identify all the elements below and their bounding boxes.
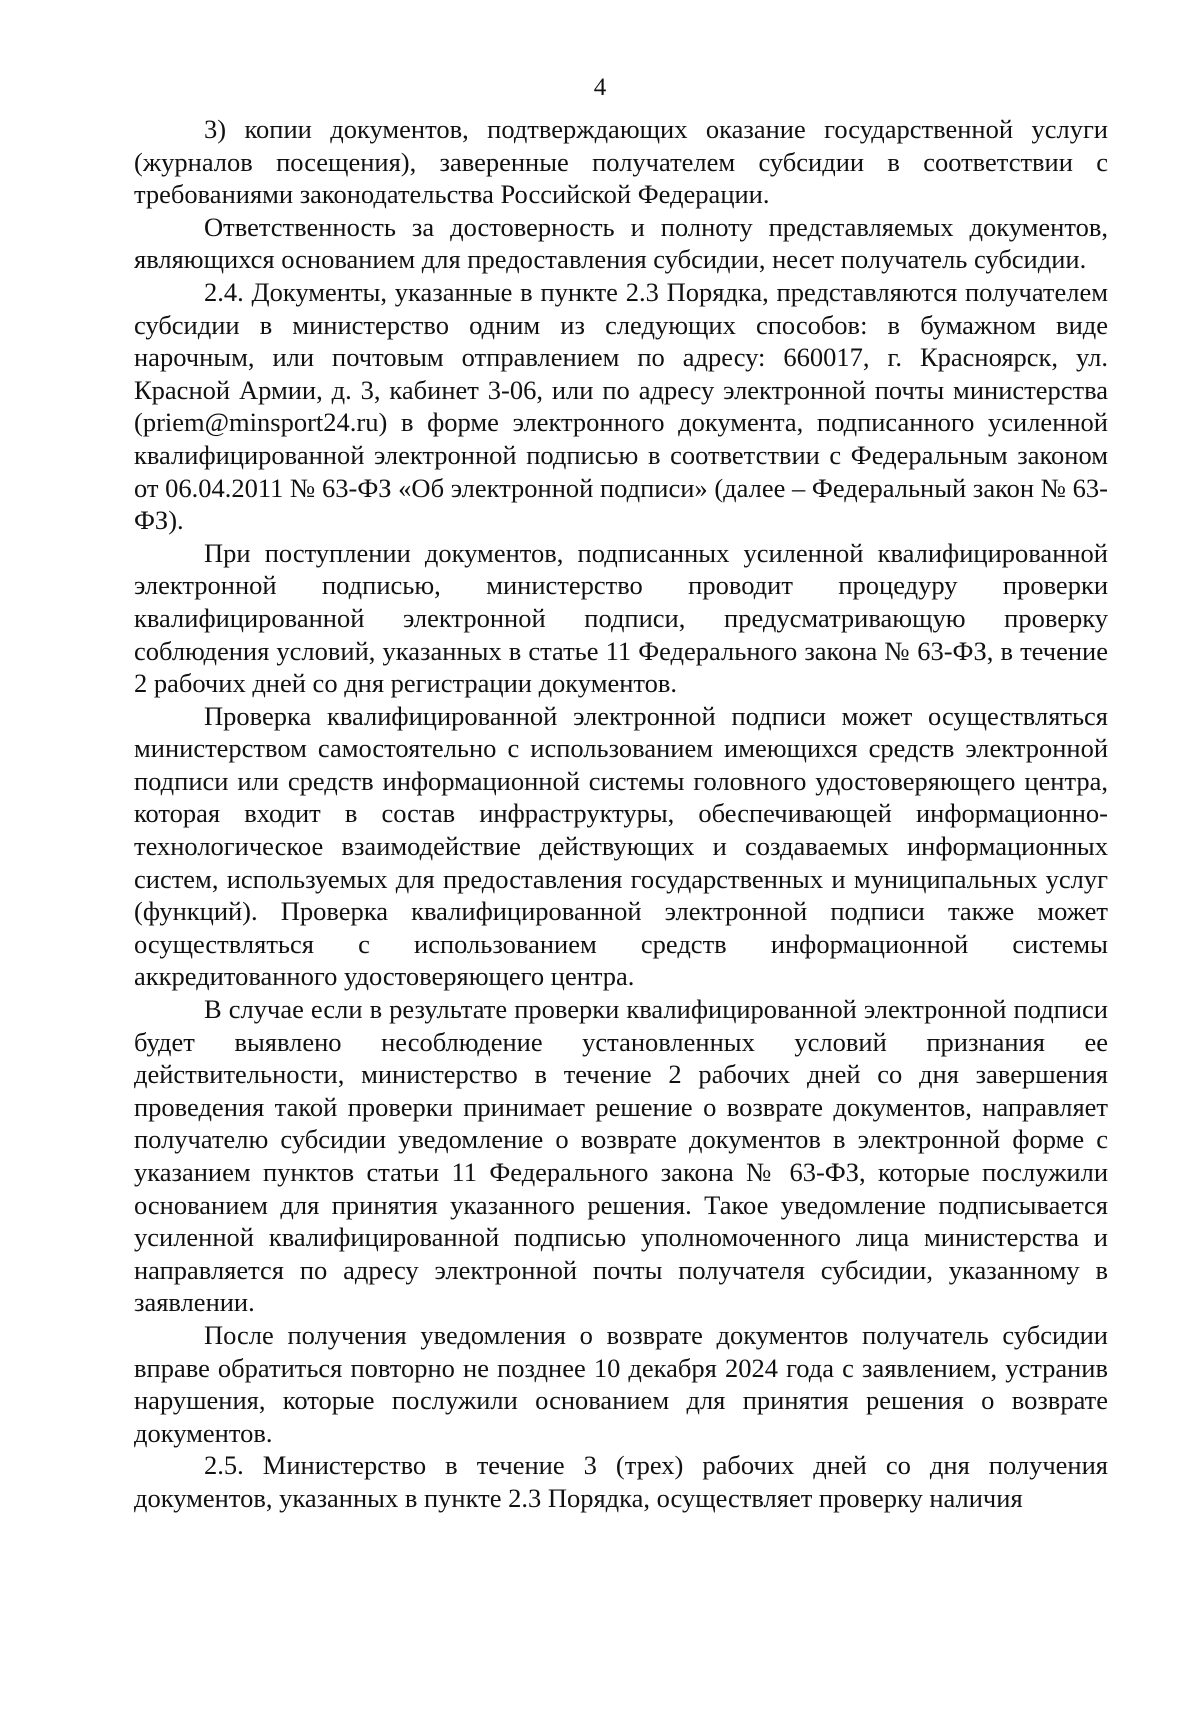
paragraph-signature-check-procedure: При поступлении документов, подписанных усиленной квалифицированной электронной подписью, министерство проводит процедуру проверки квалифицированной электронной подписи, предусматривающую проверку соблюдения условий, указанных в статье 11 Федерального закона № 63-ФЗ, в течение 2 рабочих дней со дня регистрации документов. — [134, 537, 1108, 699]
paragraph-responsibility: Ответственность за достоверность и полноту представляемых документов, являющихся основанием для предоставления субсидии, несет получатель субсидии. — [134, 211, 1108, 275]
paragraph-section-2-5: 2.5. Министерство в течение 3 (трех) рабочих дней со дня получения документов, указанных в пункте 2.3 Порядка, осуществляет проверку наличия — [134, 1450, 1108, 1513]
paragraph-signature-check-means: Проверка квалифицированной электронной подписи может осуществляться министерством самостоятельно с использованием имеющихся средств электронной подписи или средств информационной системы головного удостоверяющего центра, которая входит в состав инфраструктуры, обеспечивающей информационно-технологическое взаимодействие действующих и создаваемых информационных систем, используемых для предоставления государственных и муниципальных услуг (функций). Проверка квалифицированной электронной подписи также может осуществляться с использованием средств информационной системы аккредитованного удостоверяющего центра. — [134, 700, 1108, 992]
paragraph-section-2-4: 2.4. Документы, указанные в пункте 2.3 Порядка, представляются получателем субсидии в министерство одним из следующих способов: в бумажном виде нарочным, или почтовым отправлением по адресу: 660017, г. Красноярск, ул. Красной Армии, д. 3, кабинет 3-06, или по адресу электронной почты министерства (priem@minsport24.ru) в форме электронного документа, подписанного усиленной квалифицированной электронной подписью в соответствии с Федеральным законом от 06.04.2011 № 63-ФЗ «Об электронной подписи» (далее – Федеральный закон № 63-ФЗ). — [134, 276, 1108, 536]
document-body — [134, 113, 1108, 1515]
paragraph-repeat-application: После получения уведомления о возврате документов получатель субсидии вправе обратиться повторно не позднее 10 декабря 2024 года с заявлением, устранив нарушения, которые послужили основанием для принятия решения о возврате документов. — [134, 1319, 1108, 1448]
paragraph-return-of-documents: В случае если в результате проверки квалифицированной электронной подписи будет выявлено несоблюдение установленных условий признания ее действительности, министерство в течение 2 рабочих дней со дня завершения проведения такой проверки принимает решение о возврате документов, направляет получателю субсидии уведомление о возврате документов в электронной форме с указанием пунктов статьи 11 Федерального закона № 63-ФЗ, которые послужили основанием для принятия указанного решения. Такое уведомление подписывается усиленной квалифицированной подписью уполномоченного лица министерства и направляется по адресу электронной почты получателя субсидии, указанному в заявлении. — [134, 994, 1108, 1318]
page-number: 4 — [593, 74, 607, 101]
paragraph-item-3-copies: 3) копии документов, подтверждающих оказание государственной услуги (журналов посещения), заверенные получателем субсидии в соответствии с требованиями законодательства Российской Федерации. — [134, 114, 1108, 210]
